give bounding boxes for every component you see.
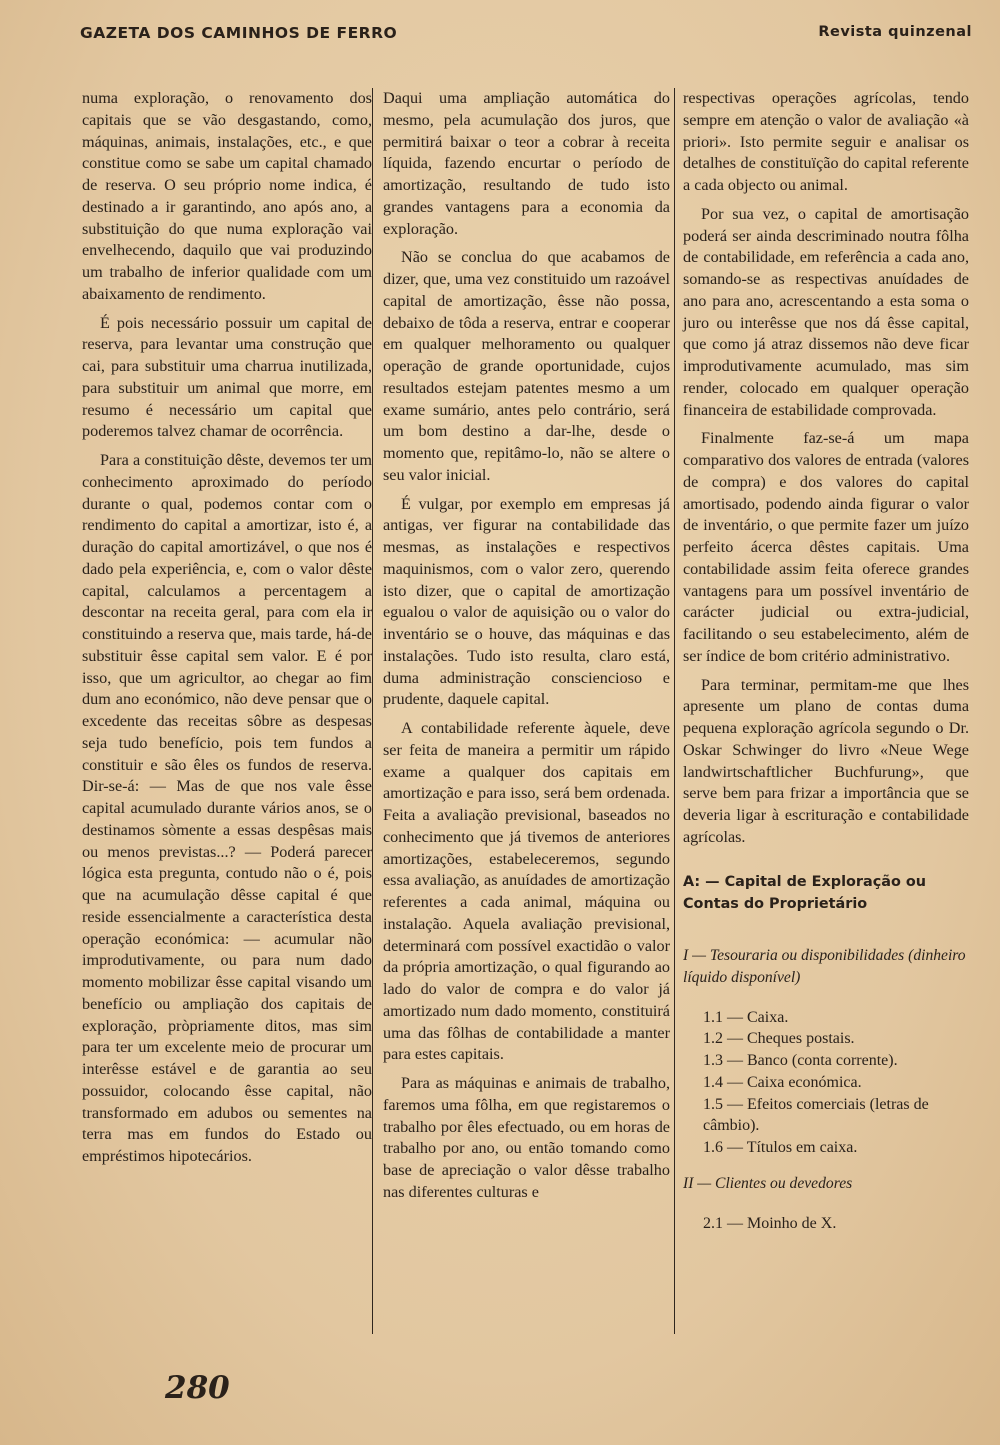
running-head [80,24,972,48]
accounts-section-title: A: — Capital de Exploração ou Contas do Proprietário [683,873,926,912]
paragraph: Por sua vez, o capital de amortisação poderá ser ainda descriminado noutra fôlha de contabilidade, em referência a cada ano, somando-se as respectivas anuídades de ano para ano, acrescentando a esta soma o juro ou interêsse que nos dá êsse capital, que como já atraz dissemos não deve ficar improdutivamente acumulado, mas sim render, colocado em qualquer operação financeira de estabilidade comprovada. [683,204,969,419]
accounts-list [683,1007,969,1159]
paragraph: numa exploração, o renovamento dos capitais que se vão desgastando, como, máquinas, animais, instalações, etc., e que constitue como se sabe um capital chamado de reserva. O seu próprio nome indica, é destinado a ir garantindo, ano após ano, a substituição do que numa exploração vai envelhecendo, daquilo que vai produzindo um trabalho de inferior qualidade com um abaixamento de rendimento. [82,89,372,303]
column-divider [674,88,675,1334]
account-item: 1.2 — Cheques postais. [703,1030,855,1048]
periodicity-label: Revista quinzenal [818,24,972,40]
account-item: 1.5 — Efeitos comerciais (letras de câmbio). [703,1095,929,1135]
account-item: 1.3 — Banco (conta corrente). [703,1052,898,1069]
column-divider [372,88,373,1334]
paragraph: Não se conclua do que acabamos de dizer, que, uma vez constituido um razoável capital de amortização, êsse não possa, debaixo de tôda a reserva, entrar e cooperar em qualquer melhoramento ou qualquer operação de grande oportunidade, cujos resultados estejam patentes mesmo a um exame sumário, antes pelo contrário, será um bom destino a dar-lhe, desde o momento que, repitâmo-lo, não se altere o seu valor inicial. [383,248,670,484]
accounts-list [683,1213,969,1235]
paragraph: É pois necessário possuir um capital de reserva, para levantar uma construção que cai, para substituir uma charrua inutilizada, para substituir um animal que morre, em resumo é necessário um capital que poderemos talvez chamar de ocorrência. [82,313,372,441]
paragraph: Para as máquinas e animais de trabalho, faremos uma fôlha, em que registaremos o trabalho por êles efectuado, ou em horas de trabalho por ano, ou então tomando como base de apreciação o valor dêsse trabalho nas diferentes culturas e [383,1074,670,1201]
paragraph: Daqui uma ampliação automática do mesmo, pela acumulação dos juros, que permitirá baixar o teor a cobrar à receita líquida, fazendo encurtar o período de amortização, resultando de tudo isto grandes vantagens para a economia da exploração. [383,89,670,238]
text-column-3 [683,88,969,1249]
paragraph: A contabilidade referente àquele, deve ser feita de maneira a permitir um rápido exame a qualquer dos capitais em amortização e para isso, será bem ordenada. Feita a avaliação previsional, baseados no conhecimento que já tivemos de anteriores amortizações, estabeleceremos, segundo essa avaliação, as anuídades de amortização referentes a cada animal, máquina ou instalação. Aquela avaliação previsional, determinará com possível exactidão o valor da própria amortização, o qual figurando ao lado do valor de compra e do valor já amortizado num dado momento, constituirá uma das fôlhas de contabilidade a manter para estes capitais. [383,719,670,1064]
paragraph: Finalmente faz-se-á um mapa comparativo dos valores de entrada (valores de compra) e dos valores do capital amortisado, podendo ainda figurar o valor de inventário, o que permite fazer um juízo perfeito ácerca dêstes capitais. Uma contabilidade assim feita oferece grandes vantagens para um possível inventário de carácter judicial ou extra-judicial, facilitando o seu estabelecimento, além de ser índice de bom critério administrativo. [683,429,969,665]
paragraph: Para a constituição dêste, devemos ter um conhecimento aproximado do período durante o qual, podemos contar com o rendimento do capital a amortizar, isto é, a duração do capital amortizável, o que nos é dado pela experiência, e, com o valor dêste capital, calculamos a percentagem a descontar na receita geral, para com ela ir constituindo a reserva que, mais tarde, há-de substituir êsse capital sem valor. E é por isso, que um agricultor, ao chegar ao fim dum ano económico, não deve pensar que o excedente das receitas sôbre as despesas seja tudo benefício, pois tem fundos a constituir e são êles os fundos de reserva. Dir-se-á: — Mas de que nos vale êsse capital acumulado durante vários anos, se o destinamos sòmente a essas despêsas mais ou menos previstas...? — Poderá parecer lógica esta pregunta, contudo não o é, pois que na acumulação dêsse capital é que reside essencialmente a característica desta operação económica: — acumular não improdutivamente, ou para num dado momento mobilizar êsse capital visando um benefício ou ampliação dos capitais de exploração, pròpriamente ditos, mas sim para ter um excelente meio de procurar um interêsse estável e de garantia ao seu possuidor, colocando êsse capital, não transformado em adubos ou sementes na terra mas em fundos do Estado ou empréstimos hipotecários. [82,451,372,1165]
publication-title: GAZETA DOS CAMINHOS DE FERRO [80,24,398,42]
account-item: 1.6 — Títulos em caixa. [703,1139,858,1156]
page-number: 280 [165,1370,230,1406]
account-item: 2.1 — Moinho de X. [703,1214,837,1232]
text-column-2 [383,88,670,1211]
paragraph: É vulgar, por exemplo em empresas já antigas, ver figurar na contabilidade das mesmas, as instalações e respectivos maquinismos, com o valor zero, querendo isto dizer, que o capital de amortização egualou o valor de aquisição ou o valor do inventário se o houve, das máquinas e das instalações. Tudo isto resulta, claro está, duma administração consciencioso e prudente, daquele capital. [383,494,670,709]
paragraph: respectivas operações agrícolas, tendo sempre em atenção o valor de avaliação «à priori». Isto permite seguir e analisar os detalhes de constituïção do capital referente a cada objecto ou animal. [683,89,969,194]
accounts-group-title: II — Clientes ou devedores [683,1174,853,1192]
accounts-group-title: I — Tesouraria ou disponibilidades (dinheiro líquido disponível) [683,946,966,986]
text-column-1 [82,88,372,1175]
account-item: 1.1 — Caixa. [703,1008,789,1026]
paragraph: Para terminar, permitam-me que lhes apresente um plano de contas duma pequena exploração agrícola segundo o Dr. Oskar Schwinger do livro «Neue Wege landwirtschaftlicher Buchfurung», que serve bem para frizar a importância que se deveria ligar à escrituração e contabilidade agrícolas. [683,675,969,846]
account-item: 1.4 — Caixa económica. [703,1073,862,1091]
